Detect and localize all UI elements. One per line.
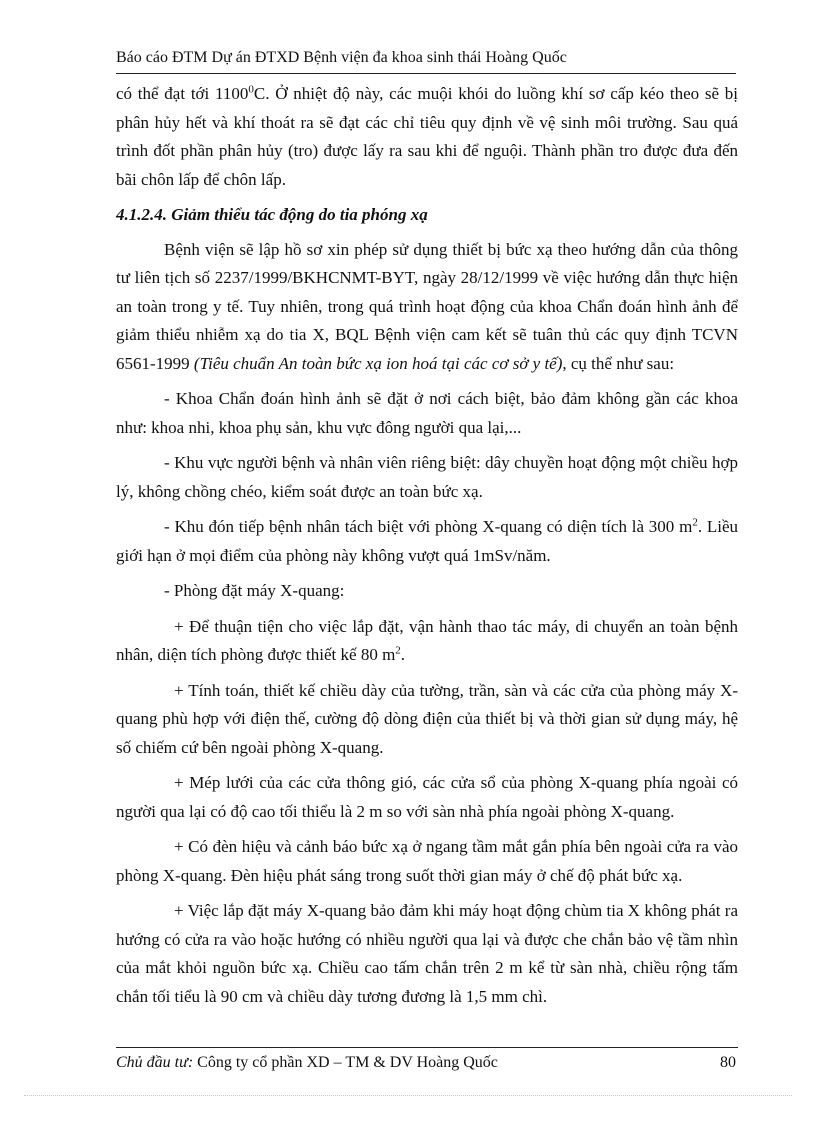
footer-owner-label: Chủ đầu tư: bbox=[116, 1054, 194, 1071]
list-item-plus-4: + Có đèn hiệu và cảnh báo bức xạ ở ngang tầm mắt gắn phía bên ngoài cửa ra vào phòng X-quang. Đèn hiệu phát sáng trong suốt thời gian máy ở chế độ phát bức xạ. bbox=[116, 837, 738, 885]
list-item-plus-5: + Việc lắp đặt máy X-quang bảo đảm khi máy hoạt động chùm tia X không phát ra hướng có cửa ra vào hoặc hướng có nhiều người qua lại và được che chắn bảo vệ tầm nhìn của mắt khỏi nguồn bức xạ. Chiều cao tấm chắn trên 2 m kể từ sàn nhà, chiều rộng tấm chắn tối tiểu là 90 cm và chiều dày tương đương là 1,5 mm chì. bbox=[116, 901, 738, 1006]
list-item-plus-2: + Tính toán, thiết kế chiều dày của tường, trần, sàn và các cửa của phòng máy X-quang phù hợp với điện thế, cường độ dòng điện của thiết bị và thời gian sử dụng máy, hệ số chiếm cứ bên ngoài phòng X-quang. bbox=[116, 680, 738, 757]
page-number: 80 bbox=[720, 1054, 736, 1071]
page-footer bbox=[116, 1047, 738, 1072]
section-heading: 4.1.2.4. Giảm thiểu tác động do tia phóng xạ bbox=[116, 205, 428, 224]
page-bottom-divider bbox=[24, 1095, 792, 1096]
page-body bbox=[116, 80, 738, 1018]
list-item-plus-1: + Để thuận tiện cho việc lắp đặt, vận hành thao tác máy, di chuyển an toàn bệnh nhân, diện tích phòng được thiết kế 80 $m^2$. bbox=[116, 616, 738, 664]
main-paragraph: Bệnh viện sẽ lập hồ sơ xin phép sử dụng thiết bị bức xạ theo hướng dẫn của thông tư liên tịch số 2237/1999/BKHCNMT-BYT, ngày 28/12/1999 về việc hướng dẫn thực hiện an toàn trong y tế. Tuy nhiên, trong quá trình hoạt động của khoa Chẩn đoán hình ảnh để giảm thiểu nhiễm xạ do tia X, BQL Bệnh viện cam kết sẽ tuân thủ các quy định TCVN 6561-1999 (Tiêu chuẩn An toàn bức xạ ion hoá tại các cơ sở y tế), cụ thể như sau: bbox=[116, 239, 738, 373]
list-item-dash-4: - Phòng đặt máy X-quang: bbox=[164, 581, 345, 600]
superscript: 2 bbox=[395, 644, 401, 657]
superscript: 2 bbox=[692, 516, 698, 529]
list-item-plus-3: + Mép lưới của các cửa thông gió, các cửa sổ của phòng X-quang phía ngoài có người qua lại có độ cao tối thiểu là 2 m so với sàn nhà phía ngoài phòng X-quang. bbox=[116, 773, 738, 821]
superscript: 0 bbox=[248, 83, 254, 96]
standard-title-italic: (Tiêu chuẩn An toàn bức xạ ion hoá tại các cơ sở y tế) bbox=[193, 353, 563, 373]
intro-paragraph: có thể đạt tới 1100$^0$C. Ở nhiệt độ này, các muội khói do luồng khí sơ cấp kéo theo sẽ bị phân hủy hết và khí thoát ra sẽ đạt các chỉ tiêu quy định về vệ sinh môi trường. Sau quá trình đốt phần phân hủy (tro) được lấy ra sau khi để nguội. Thành phần tro được đưa đến bãi chôn lấp để chôn lấp. bbox=[116, 83, 738, 189]
list-item-dash-1: - Khoa Chẩn đoán hình ảnh sẽ đặt ở nơi cách biệt, bảo đảm không gần các khoa như: khoa nhi, khoa phụ sản, khu vực đông người qua lại,... bbox=[116, 389, 738, 437]
header-title: Báo cáo ĐTM Dự án ĐTXD Bệnh viện đa khoa sinh thái Hoàng Quốc bbox=[116, 49, 567, 66]
page-header bbox=[116, 49, 736, 74]
list-item-dash-2: - Khu vực người bệnh và nhân viên riêng biệt: dây chuyền hoạt động một chiều hợp lý, không chồng chéo, kiểm soát được an toàn bức xạ. bbox=[116, 453, 738, 501]
footer-owner-name: Công ty cổ phần XD – TM & DV Hoàng Quốc bbox=[193, 1054, 498, 1071]
list-item-dash-3: - Khu đón tiếp bệnh nhân tách biệt với phòng X-quang có diện tích là 300 $m^2$. Liều giới hạn ở mọi điểm của phòng này không vượt quá 1mSv/năm. bbox=[116, 516, 738, 565]
